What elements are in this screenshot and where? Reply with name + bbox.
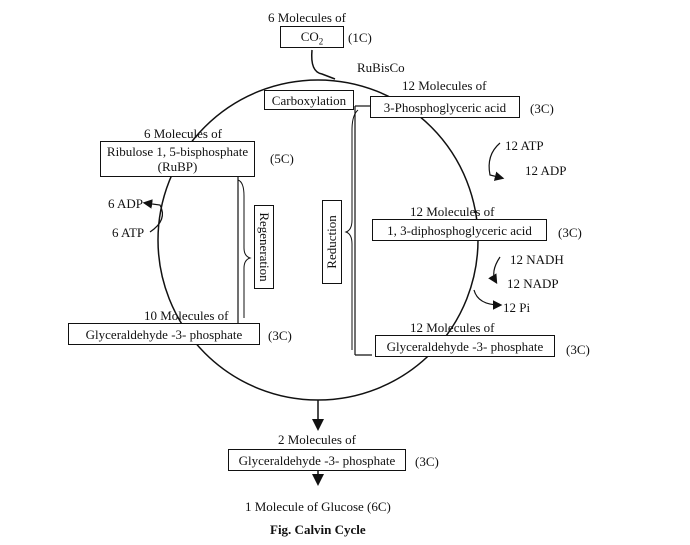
g3p10-carbons: (3C) (268, 328, 292, 343)
co2-box (280, 26, 344, 48)
nadp-12: 12 NADP (507, 276, 559, 291)
reduction-label: Reduction (324, 215, 339, 269)
rubp-count: 6 Molecules of (144, 126, 222, 141)
rubp-name: Ribulose 1, 5-bisphosphate (106, 144, 249, 159)
pga-carbons: (3C) (530, 101, 554, 116)
carboxylation-box: Carboxylation (264, 90, 354, 110)
dpga-carbons: (3C) (558, 225, 582, 240)
figure-caption: Fig. Calvin Cycle (270, 522, 366, 537)
pi-12: 12 Pi (503, 300, 531, 315)
g3p2-carbons: (3C) (415, 454, 439, 469)
pga-count: 12 Molecules of (402, 78, 487, 93)
g3p10-box: Glyceraldehyde -3- phosphate (68, 323, 260, 345)
dpga-count: 12 Molecules of (410, 204, 495, 219)
dpga-box: 1, 3-diphosphoglyceric acid (372, 219, 547, 241)
atp-12: 12 ATP (505, 138, 544, 153)
g3p12-box: Glyceraldehyde -3- phosphate (375, 335, 555, 357)
pga-box: 3-Phosphoglyceric acid (370, 96, 520, 118)
rubisco-label: RuBisCo (357, 60, 405, 75)
adp-6: 6 ADP (108, 196, 144, 211)
g3p2-count: 2 Molecules of (278, 432, 356, 447)
rubp-box (100, 141, 255, 177)
adp-12: 12 ADP (525, 163, 567, 178)
regeneration-label: Regeneration (257, 212, 272, 282)
g3p2-box: Glyceraldehyde -3- phosphate (228, 449, 406, 471)
nadh-12: 12 NADH (510, 252, 564, 267)
co2-carbons: (1C) (348, 30, 372, 45)
co2-count: 6 Molecules of (268, 10, 346, 25)
co2-subscript: 2 (318, 36, 324, 47)
g3p12-carbons: (3C) (566, 342, 590, 357)
rubp-carbons: (5C) (270, 151, 294, 166)
rubp-abbrev: (RuBP) (157, 159, 198, 174)
glucose-label: 1 Molecule of Glucose (6C) (245, 499, 391, 514)
g3p12-count: 12 Molecules of (410, 320, 495, 335)
atp-6: 6 ATP (112, 225, 145, 240)
g3p10-count: 10 Molecules of (144, 308, 229, 323)
co2-label: CO (300, 29, 319, 44)
